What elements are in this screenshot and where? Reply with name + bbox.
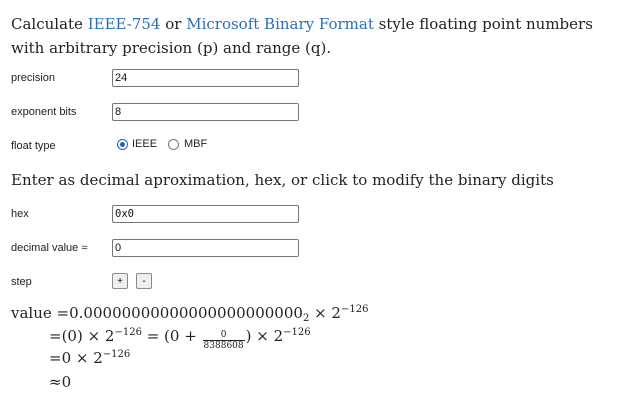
fraction-denominator: 8388608 [203, 341, 244, 351]
value-line-2 [49, 327, 311, 351]
value-label: value [11, 304, 52, 322]
step-row [11, 273, 311, 295]
base-subscript: 2 [302, 313, 310, 324]
step-label: step [11, 276, 32, 288]
intro-part3: style floating point numbers with arbitrary precision ( [11, 15, 593, 57]
fraction [203, 330, 245, 351]
mbf-radio[interactable] [168, 139, 179, 150]
step-minus-button[interactable]: - [136, 273, 152, 289]
line2-two: 2 [104, 327, 115, 345]
intro-part1: Calculate [11, 15, 88, 33]
q-symbol: q [310, 39, 321, 57]
value-line-1 [11, 304, 368, 324]
line2-exp: −126 [114, 327, 142, 338]
binary-mantissa[interactable]: 0.00000000000000000000000 [69, 304, 303, 322]
decimal-row [11, 239, 311, 261]
section-heading: Enter as decimal aproximation, hex, or click to modify the binary digits [11, 171, 554, 189]
line2-part-a: =(0) × [49, 327, 105, 345]
ieee-754-link[interactable]: IEEE-754 [87, 15, 161, 33]
line3-part-a: =0 × [49, 349, 94, 367]
line2-part-c: ) × [245, 327, 274, 345]
exponent-bits-row [11, 103, 311, 125]
p-symbol: p [202, 39, 213, 57]
intro-part2: or [160, 15, 187, 33]
line2-part-b: = (0 + [141, 327, 202, 345]
line2-two2: 2 [273, 327, 284, 345]
ieee-radio-label: IEEE [132, 138, 158, 150]
base-two: 2 [331, 304, 341, 322]
float-type-label: float type [11, 140, 56, 152]
microsoft-binary-format-link[interactable]: Microsoft Binary Format [186, 15, 374, 33]
exponent-superscript: −126 [340, 304, 369, 315]
intro-text [11, 12, 621, 60]
line3-exp: −126 [102, 349, 131, 360]
precision-label: precision [11, 72, 56, 84]
mbf-radio-label: MBF [184, 138, 208, 150]
decimal-value-input[interactable]: 0 [112, 239, 299, 257]
exponent-bits-input[interactable]: 8 [112, 103, 299, 121]
hex-label: hex [11, 208, 29, 220]
decimal-value-label: decimal value ≈ [11, 242, 88, 254]
fraction-numerator: 0 [203, 330, 245, 341]
approx-value: ≈0 [49, 373, 72, 391]
precision-row [11, 69, 311, 91]
exponent-bits-label: exponent bits [11, 106, 77, 118]
value-line-4 [49, 373, 71, 391]
value-equals: = [56, 304, 70, 322]
intro-part5: ). [320, 39, 332, 57]
hex-input[interactable]: 0x0 [112, 205, 299, 223]
line3-two: 2 [93, 349, 103, 367]
float-type-row [11, 137, 311, 159]
step-plus-button[interactable]: + [112, 273, 128, 289]
intro-part4: ) and range ( [212, 39, 311, 57]
precision-input[interactable]: 24 [112, 69, 299, 87]
times-sign: × [309, 304, 332, 322]
line2-exp2: −126 [283, 327, 311, 338]
value-line-3 [49, 349, 130, 367]
ieee-radio[interactable] [117, 139, 128, 150]
hex-row [11, 205, 311, 227]
